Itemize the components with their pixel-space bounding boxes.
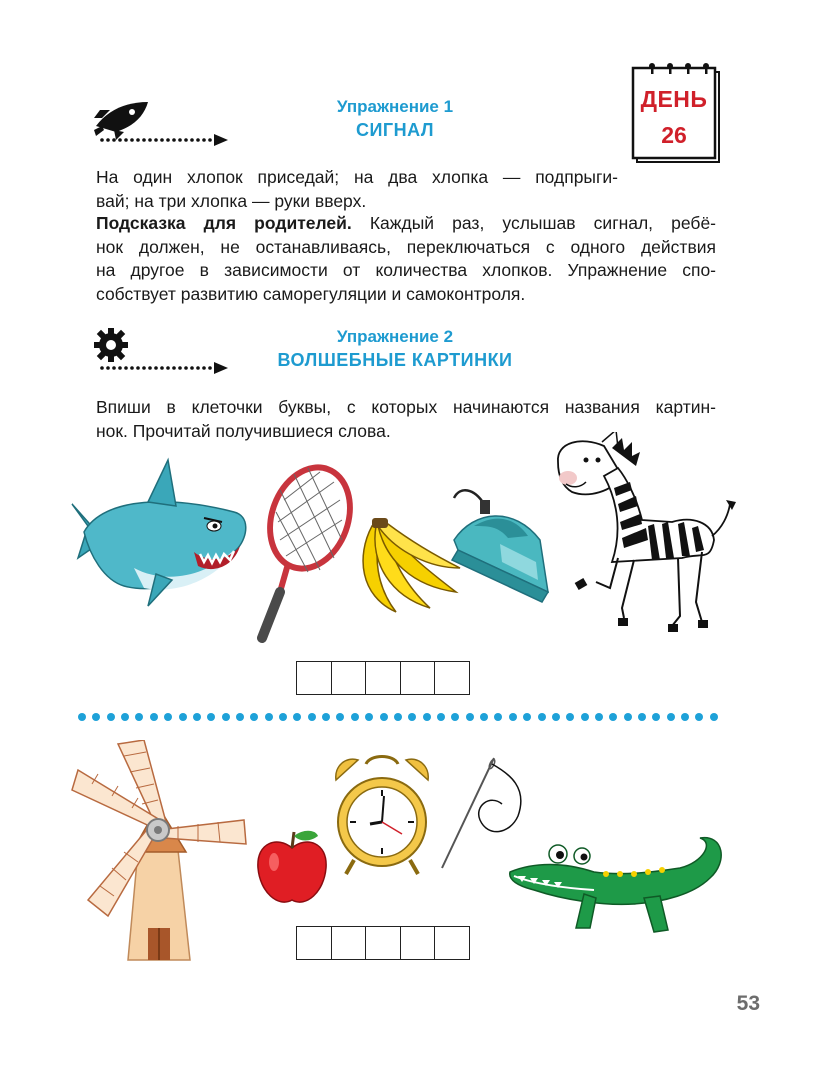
exercise-1-title: Упражнение 1 xyxy=(336,97,454,116)
parent-hint-text: на другое в зависимости от количества хлопков. Упражнение спо- xyxy=(96,260,716,280)
windmill-picture xyxy=(68,740,248,967)
page-number: 53 xyxy=(736,992,760,1015)
letter-cell[interactable] xyxy=(365,661,401,695)
gear-arrow-icon xyxy=(92,326,232,381)
exercise-1-subtitle: СИГНАЛ xyxy=(356,120,434,140)
letter-cell[interactable] xyxy=(434,926,470,960)
exercise-1-header xyxy=(230,96,560,142)
day-calendar-badge xyxy=(630,58,722,166)
alarm-clock-picture xyxy=(330,750,434,885)
zebra-picture xyxy=(552,432,742,643)
parent-hint-text: Каждый раз, услышав сигнал, ребё- xyxy=(351,213,716,233)
exercise-2-header xyxy=(230,326,560,372)
parent-hint-text: собствует развитию саморегуляции и самоконтроля. xyxy=(96,283,526,304)
exercise-2-line: нок. Прочитай получившиеся слова. xyxy=(96,420,391,441)
letter-cell[interactable] xyxy=(331,926,367,960)
letter-cell[interactable] xyxy=(365,926,401,960)
day-label: ДЕНЬ xyxy=(640,86,708,112)
exercise-1-instructions xyxy=(96,166,618,213)
parent-hint-text: нок должен, не останавливаясь, переключаться с одного действия xyxy=(96,236,716,257)
rocket-arrow-icon xyxy=(92,96,232,153)
exercise-1-line: вай; на три хлопка — руки вверх. xyxy=(96,190,367,211)
letter-cell[interactable] xyxy=(434,661,470,695)
exercise-2-subtitle: ВОЛШЕБНЫЕ КАРТИНКИ xyxy=(277,350,513,370)
letter-cell[interactable] xyxy=(400,926,436,960)
exercise-2-line: Впиши в клеточки буквы, с которых начинаются названия картин- xyxy=(96,397,716,417)
iron-picture xyxy=(444,480,554,615)
dotted-divider xyxy=(78,713,718,723)
answer-cells-row-2 xyxy=(296,926,470,960)
letter-cell[interactable] xyxy=(400,661,436,695)
parent-hint xyxy=(96,212,716,306)
exercise-2-title: Упражнение 2 xyxy=(336,327,454,346)
day-number: 26 xyxy=(661,122,687,148)
letter-cell[interactable] xyxy=(296,661,332,695)
letter-cell[interactable] xyxy=(331,661,367,695)
letter-cell[interactable] xyxy=(296,926,332,960)
tennis-racket-picture xyxy=(250,460,360,655)
crocodile-picture xyxy=(504,832,728,947)
parent-hint-label: Подсказка для родителей. xyxy=(96,213,352,233)
apple-picture xyxy=(254,826,330,915)
shark-picture xyxy=(64,456,254,621)
exercise-1-line: На один хлопок приседай; на два хлопка — подпрыги- xyxy=(96,167,618,187)
answer-cells-row-1 xyxy=(296,661,470,695)
